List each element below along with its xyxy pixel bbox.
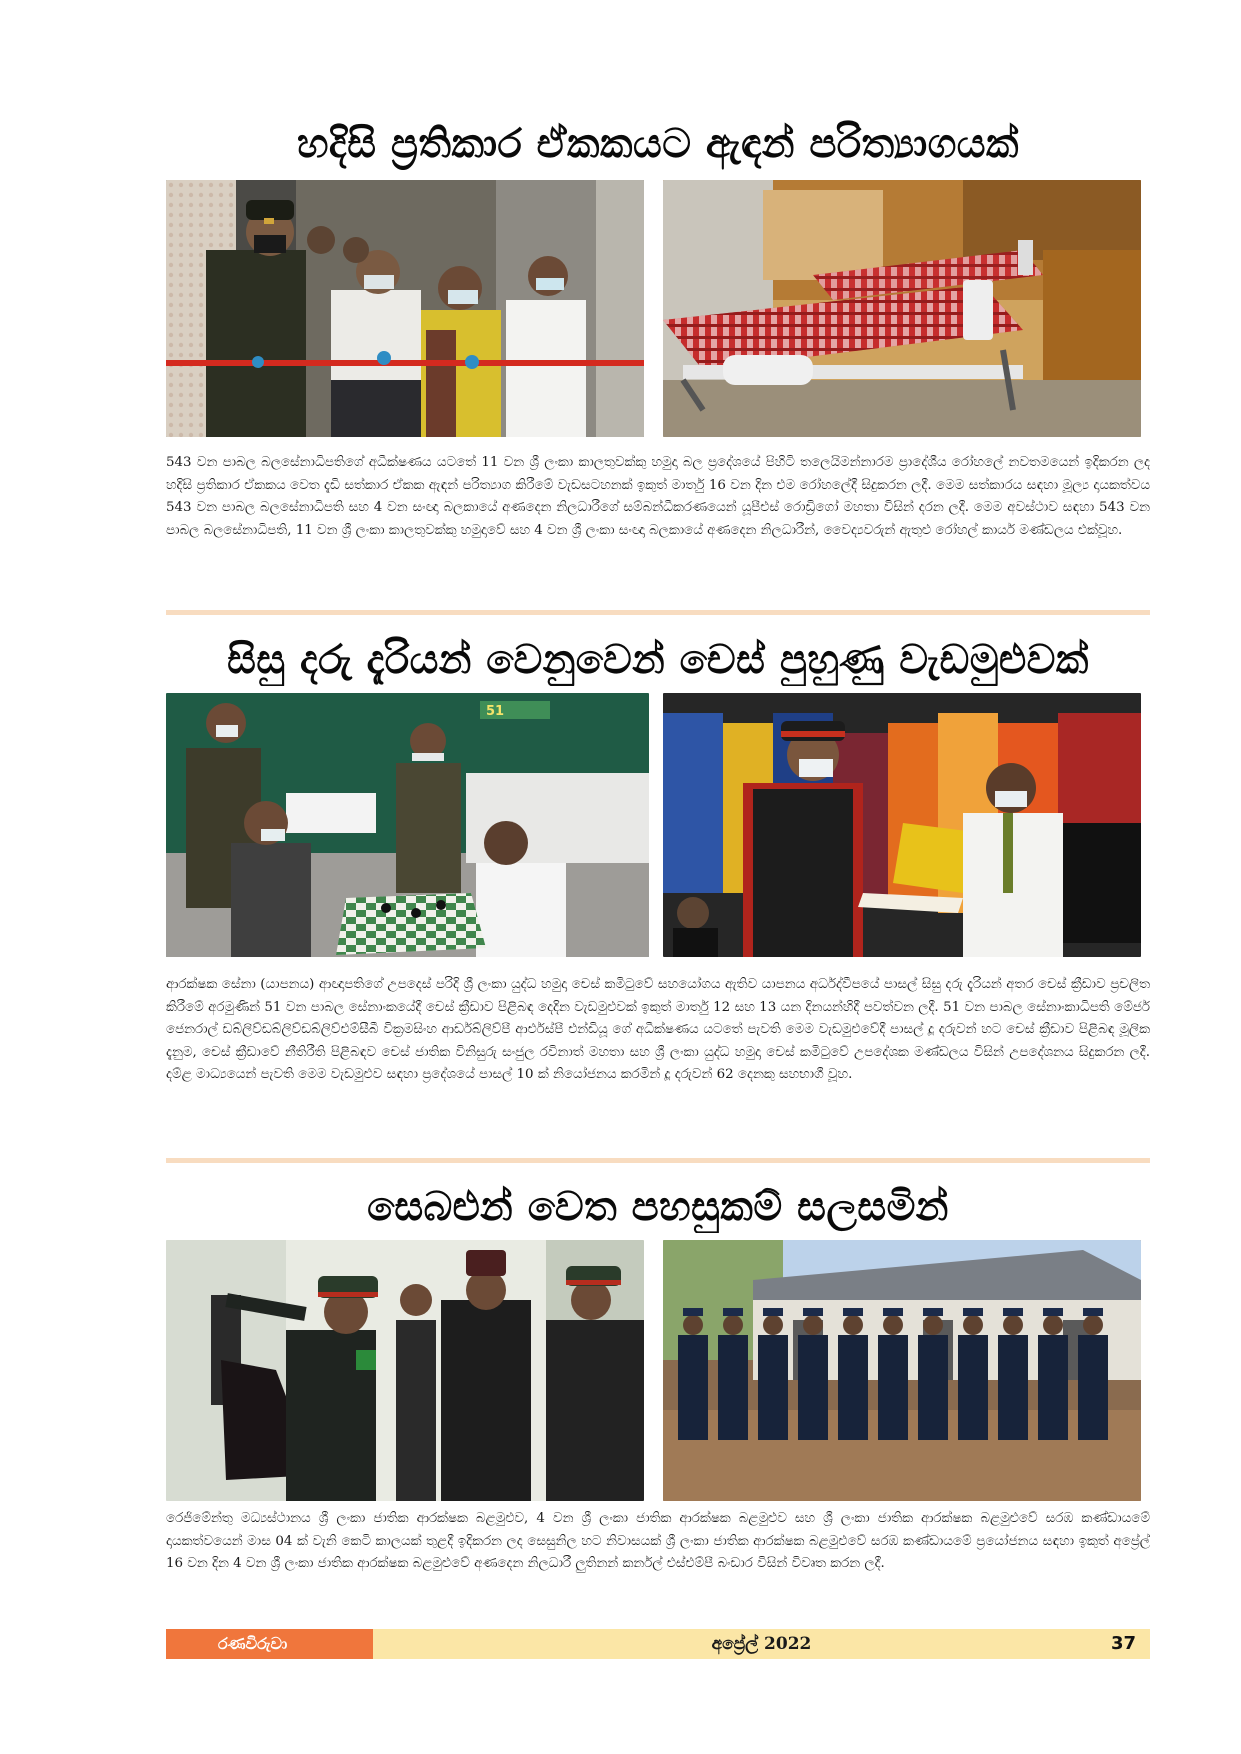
issue-date: අප්‍රේල් 2022: [711, 1634, 812, 1654]
plaque-unveiling-photo: [166, 1240, 644, 1501]
article-1-body: 543 වන පාබල බලසේනාධිපතිගේ අධීක්ෂණය යටතේ 11 වන ශ්‍රී ලංකා කාලතුවක්කු හමුදා බල ප්‍රදේශයේ පිහිටි තලෙයිමන්නාරම ප්‍රාදේශීය රෝහලේ නවතමයෙන් ඉදිකරන ලද හදිසි ප්‍රතිකාර ඒකකය වෙත දැඩි සත්කාර ඒකක ඇඳන් පරිත්‍යාග කිරීමේ වැඩසටහනක් ඉකුත් මාර්තු 16 වන දින එම රෝහලේදී සිදුකරන ලදී. මෙම සත්කාරය සඳහා මූල්‍ය දායකත්වය 543 වන පාබල බලසේනාධිපති සහ 4 වන සංඥා බලකායේ අණදෙන නිලධාරීගේ සම්බන්ධීකරණයෙන් යූපීඑස් රොඩ්‍රිගෝ මහතා විසින් දරන ලදී. මෙම අවස්ථාව සඳහා 543 වන පාබල බලසේනාධිපති, 11 වන ශ්‍රී ලංකා කාලතුවක්කු හමුදාවේ සහ 4 වන ශ්‍රී ලංකා සංඥා බලකායේ අණදෙන නිලධාරීන්, වෛද්‍යවරුන් ඇතුළු රෝහල් කාර්ය මණ්ඩලය එක්වූහ.: [166, 455, 1150, 538]
page-number: 37: [1110, 1633, 1136, 1654]
article-3-body: රෙජිමේන්තු මධ්‍යස්ථානය ශ්‍රී ලංකා ජාතික ආරක්ෂක බළමුළුව, 4 වන ශ්‍රී ලංකා ජාතික ආරක්ෂක බළමුළුව සහ ශ්‍රී ලංකා ජාතික ආරක්ෂක බළමුළුවේ සරඹ කණ්ඩායමේ දායකත්වයෙන් මාස 04 ක් වැනි කෙටි කාලයක් තුළදී ඉදිකරන ලද සෙසුනිල හට නිවාසයක් ශ්‍රී ලංකා ජාතික ආරක්ෂක බළමුළුවේ සරඹ කණ්ඩායමේ ප්‍රයෝජනය සඳහා ඉකුත් අප්‍රේල් 16 වන දින 4 වන ශ්‍රී ලංකා ජාතික ආරක්ෂක බළමුළුවේ අණදෙන නිලධාරී ලුතිනන් කර්නල් එස්එම්පී බංඩාර විසින් විවෘත කරන ලදී.: [166, 1511, 1150, 1571]
soldiers-group-photo: [663, 1240, 1141, 1501]
article-2-body: ආරක්ෂක සේනා (යාපනය) ආඥාපතිගේ උපදෙස් පරිදි ශ්‍රී ලංකා යුද්ධ හමුදා චෙස් කමිටුවේ සහයෝගය ඇතිව යාපනය අර්ධද්වීපයේ පාසල් සිසු දරු දැරියන් අතර චෙස් ක්‍රීඩාව ප්‍රචලිත කිරීමේ අරමුණින් 51 වන පාබල සේනාංකයේදී චෙස් ක්‍රීඩාව පිළිබඳ දෙදින වැඩමුළුවක් ඉකුත් මාර්තු 12 සහ 13 යන දිනයන්හිදී පවත්වන ලදී. 51 වන පාබල සේනාංකාධිපති මේජර් ජෙනරාල් ඩබ්ලිව්ඩබ්ලිව්ඩබ්ලිව්එම්සීබී වික්‍රමසිංහ ආර්ඩබ්ලිව්පී ආර්එස්පී එන්ඩියූ ගේ අධීක්ෂණය යටතේ පැවති මෙම වැඩමුළුවේදී පාසල් දූ දරුවන් හට චෙස් ක්‍රීඩාව පිළිබඳ මූලික දැනුම, චෙස් ක්‍රීඩාවේ නීතිරීති පිළිබඳව චෙස් ජාතික විනිසුරු සංජුල රවිනාත් මහතා සහ ශ්‍රී ලංකා යුද්ධ හමුදා චෙස් කමිටුවේ උපදේශක මණ්ඩලය විසින් උපදේශනය සිදුකරන ලදී. දම්ළ මාධ්‍යයෙන් පැවති මෙම වැඩමුළුව සඳහා ප්‍රදේශයේ පාසල් 10 ක් නියෝජනය කරමින් දූ දරුවන් 62 දෙනකු සහභාගී වූහ.: [166, 977, 1150, 1082]
award-presentation-photo: [663, 693, 1141, 957]
ribbon-cutting-photo: [166, 180, 644, 437]
magazine-name: රණවිරුවා: [166, 1629, 373, 1659]
chess-hall-sign: 51: [486, 704, 505, 719]
section-divider: [166, 610, 1150, 615]
section-divider: [166, 1158, 1150, 1163]
article-3-headline: සෙබළුන් වෙත පහසුකම් සලසමින්: [367, 1184, 949, 1230]
page-footer: [166, 1629, 1150, 1659]
footer-band: [373, 1629, 1150, 1659]
article-2-headline: සිසු දරු දැරියන් වෙනුවෙන් චෙස් පුහුණු වැඩමුළුවක්: [227, 637, 1089, 683]
article-1-headline: හදිසි ප්‍රතිකාර ඒකකයට ඇඳන් පරිත්‍යාගයක්: [296, 121, 1020, 167]
chess-workshop-photo: [166, 693, 649, 957]
hospital-beds-photo: [663, 180, 1141, 437]
